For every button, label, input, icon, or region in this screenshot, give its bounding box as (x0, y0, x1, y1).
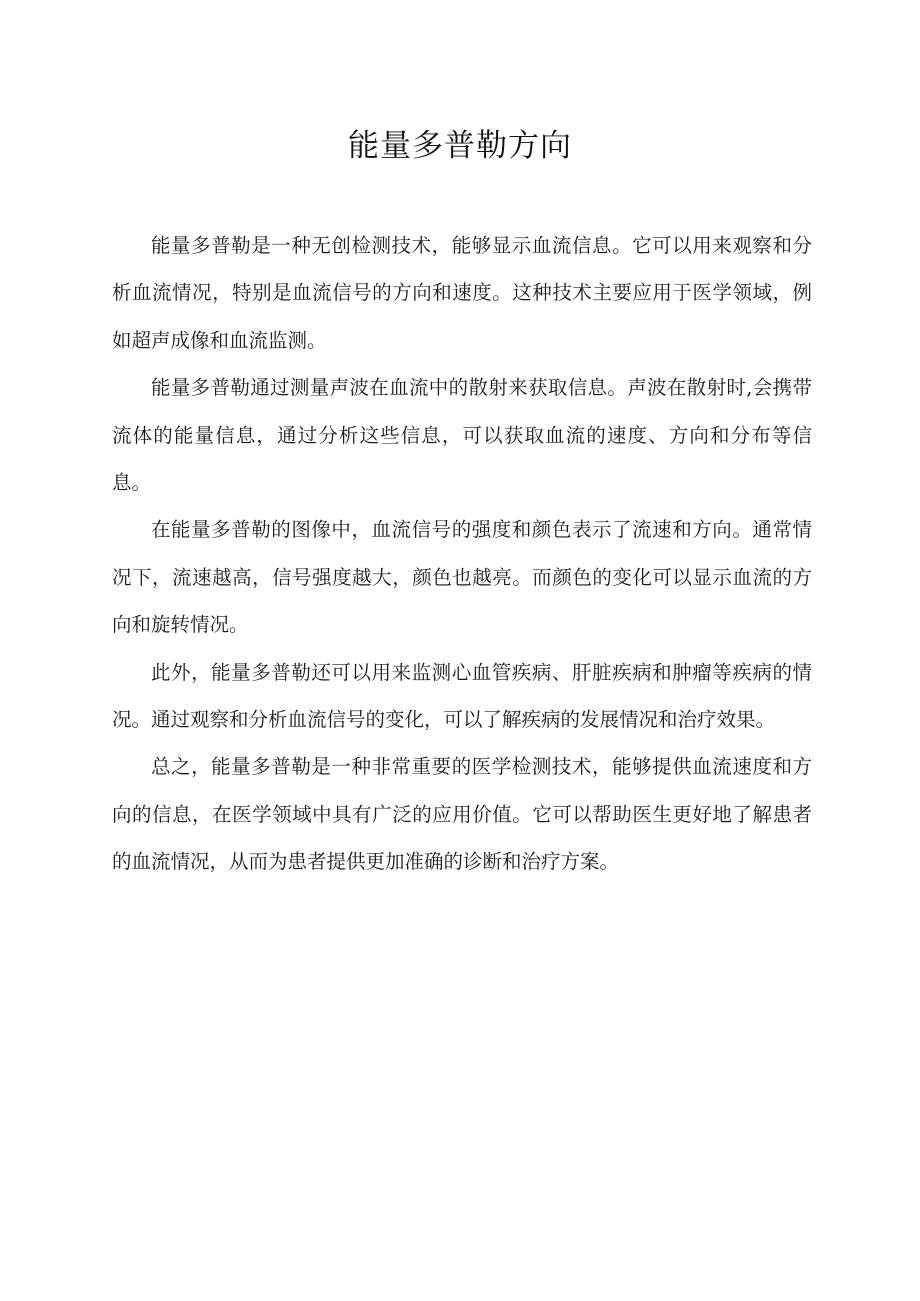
document-title: 能量多普勒方向 (348, 128, 572, 164)
paragraph-3: 在能量多普勒的图像中，血流信号的强度和颜色表示了流速和方向。通常情况下，流速越高，信号强度越大，颜色也越亮。而颜色的变化可以显示血流的方向和旋转情况。 (112, 518, 812, 637)
document-body (112, 222, 812, 886)
paragraph-2: 能量多普勒通过测量声波在血流中的散射来获取信息。声波在散射时,会携带流体的能量信息，通过分析这些信息，可以获取血流的速度、方向和分布等信息。 (112, 376, 812, 495)
paragraph-5: 总之，能量多普勒是一种非常重要的医学检测技术，能够提供血流速度和方向的信息，在医学领域中具有广泛的应用价值。它可以帮助医生更好地了解患者的血流情况，从而为患者提供更加准确的诊断和治疗方案。 (112, 755, 812, 874)
paragraph-1: 能量多普勒是一种无创检测技术，能够显示血流信息。它可以用来观察和分析血流情况，特别是血流信号的方向和速度。这种技术主要应用于医学领域，例如超声成像和血流监测。 (112, 234, 812, 352)
paragraph-4: 此外，能量多普勒还可以用来监测心血管疾病、肝脏疾病和肿瘤等疾病的情况。通过观察和分析血流信号的变化，可以了解疾病的发展情况和治疗效果。 (112, 660, 812, 732)
